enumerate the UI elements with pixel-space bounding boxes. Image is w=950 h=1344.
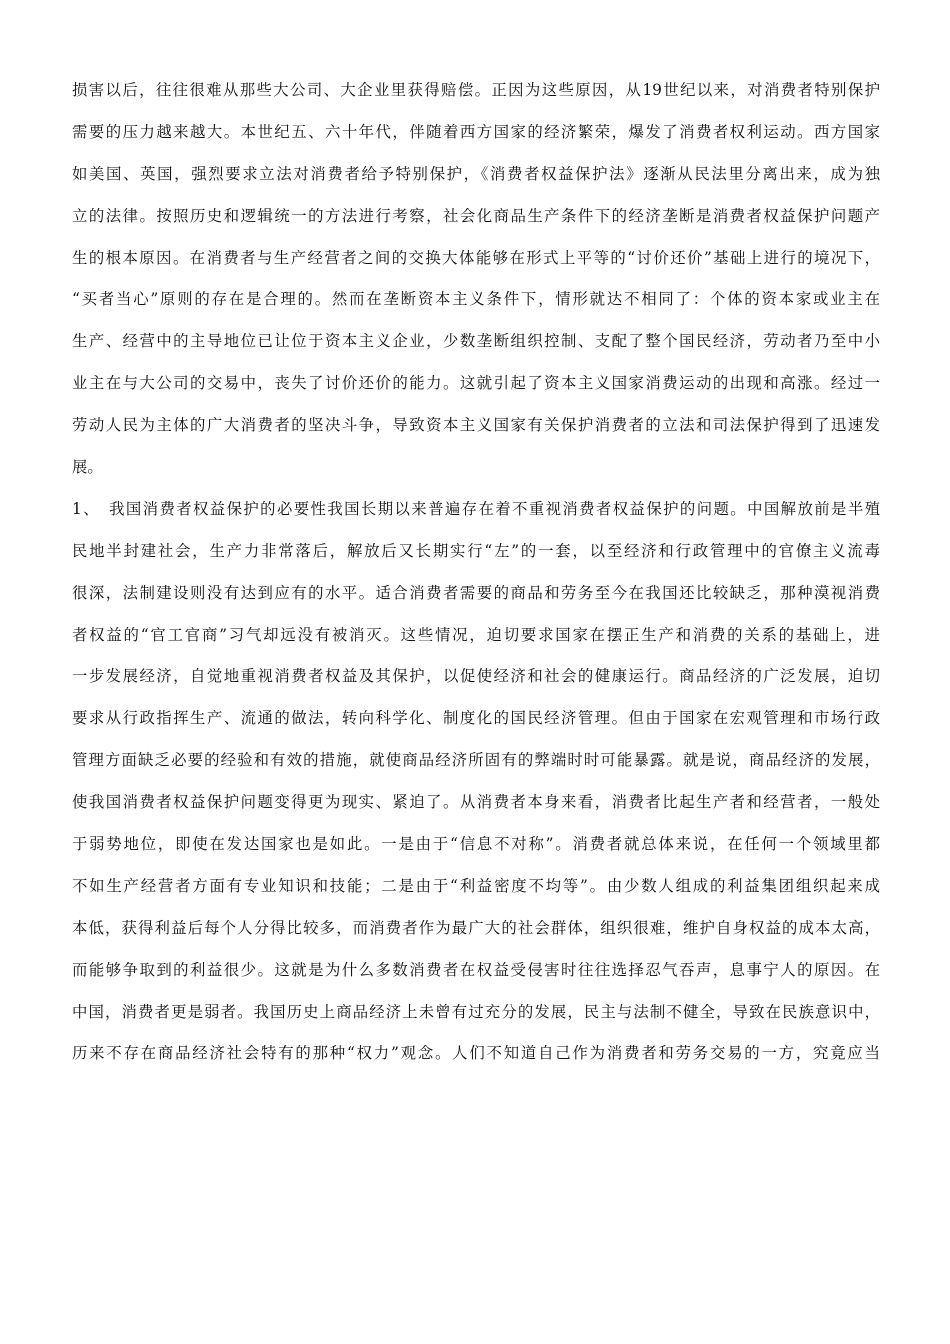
text-line: 于弱势地位，即使在发达国家也是如此。一是由于“信息不对称”。消费者就总体来说，在任何一个领域里都 bbox=[72, 835, 880, 854]
text-line: 中国，消费者更是弱者。我国历史上商品经济上未曾有过充分的发展，民主与法制不健全，导致在民族意识中， bbox=[72, 1002, 880, 1021]
text-line: 如美国、英国，强烈要求立法对消费者给予特别保护，《消费者权益保护法》逐渐从民法里分离出来，成为独 bbox=[72, 164, 880, 183]
text-line: 业主在与大公司的交易中，丧失了讨价还价的能力。这就引起了资本主义国家消费运动的出现和高涨。经过一 bbox=[72, 374, 880, 393]
text-line: 使我国消费者权益保护问题变得更为现实、紧迫了。从消费者本身来看，消费者比起生产者和经营者，一般处 bbox=[72, 793, 880, 812]
text-line: 很深，法制建设则没有达到应有的水平。适合消费者需要的商品和劳务至今在我国还比较缺乏，那种漠视消费 bbox=[72, 583, 880, 602]
text-line: 一步发展经济，自觉地重视消费者权益及其保护，以促使经济和社会的健康运行。商品经济的广泛发展，迫切 bbox=[72, 667, 880, 686]
text-line: 本低，获得利益后每个人分得比较多，而消费者作为最广大的社会群体，组织很难，维护自身权益的成本太高， bbox=[72, 918, 880, 937]
text-line: 生的根本原因。在消费者与生产经营者之间的交换大体能够在形式上平等的“讨价还价”基础上进行的境况下， bbox=[72, 248, 880, 267]
text-line: 而能够争取到的利益很少。这就是为什么多数消费者在权益受侵害时往往选择忍气吞声，息事宁人的原因。在 bbox=[72, 960, 880, 979]
text-line: 展。 bbox=[72, 458, 103, 477]
text-line: 生产、经营中的主导地位已让位于资本主义企业，少数垄断组织控制、支配了整个国民经济，劳动者乃至中小 bbox=[72, 332, 880, 351]
text-line: 民地半封建社会，生产力非常落后，解放后又长期实行“左”的一套，以至经济和行政管理中的官僚主义流毒 bbox=[72, 541, 880, 560]
text-line: “买者当心”原则的存在是合理的。然而在垄断资本主义条件下，情形就达不相同了：个体的资本家或业主在 bbox=[72, 290, 880, 309]
text-line: 者权益的“官工官商”习气却远没有被消灭。这些情况，迫切要求国家在摆正生产和消费的关系的基础上，进 bbox=[72, 625, 880, 644]
text-line: 需要的压力越来越大。本世纪五、六十年代，伴随着西方国家的经济繁荣，爆发了消费者权利运动。西方国家 bbox=[72, 122, 880, 141]
text-line: 要求从行政指挥生产、流通的做法，转向科学化、制度化的国民经济管理。但由于国家在宏观管理和市场行政 bbox=[72, 709, 880, 728]
text-line: 不如生产经营者方面有专业知识和技能；二是由于“利益密度不均等”。由少数人组成的利益集团组织起来成 bbox=[72, 876, 880, 895]
text-line: 1、 我国消费者权益保护的必要性我国长期以来普遍存在着不重视消费者权益保护的问题。中国解放前是半殖 bbox=[72, 499, 880, 518]
text-line: 历来不存在商品经济社会特有的那种“权力”观念。人们不知道自己作为消费者和劳务交易的一方，究竟应当 bbox=[72, 1044, 880, 1063]
text-line: 损害以后，往往很难从那些大公司、大企业里获得赔偿。正因为这些原因，从19世纪以来，对消费者特别保护 bbox=[72, 81, 880, 99]
document-body-text bbox=[72, 70, 880, 1075]
text-line: 管理方面缺乏必要的经验和有效的措施，就使商品经济所固有的弊端时时可能暴露。就是说，商品经济的发展， bbox=[72, 751, 880, 770]
text-line: 劳动人民为主体的广大消费者的坚决斗争，导致资本主义国家有关保护消费者的立法和司法保护得到了迅速发 bbox=[72, 416, 880, 435]
text-line: 立的法律。按照历史和逻辑统一的方法进行考察，社会化商品生产条件下的经济垄断是消费者权益保护问题产 bbox=[72, 206, 880, 225]
